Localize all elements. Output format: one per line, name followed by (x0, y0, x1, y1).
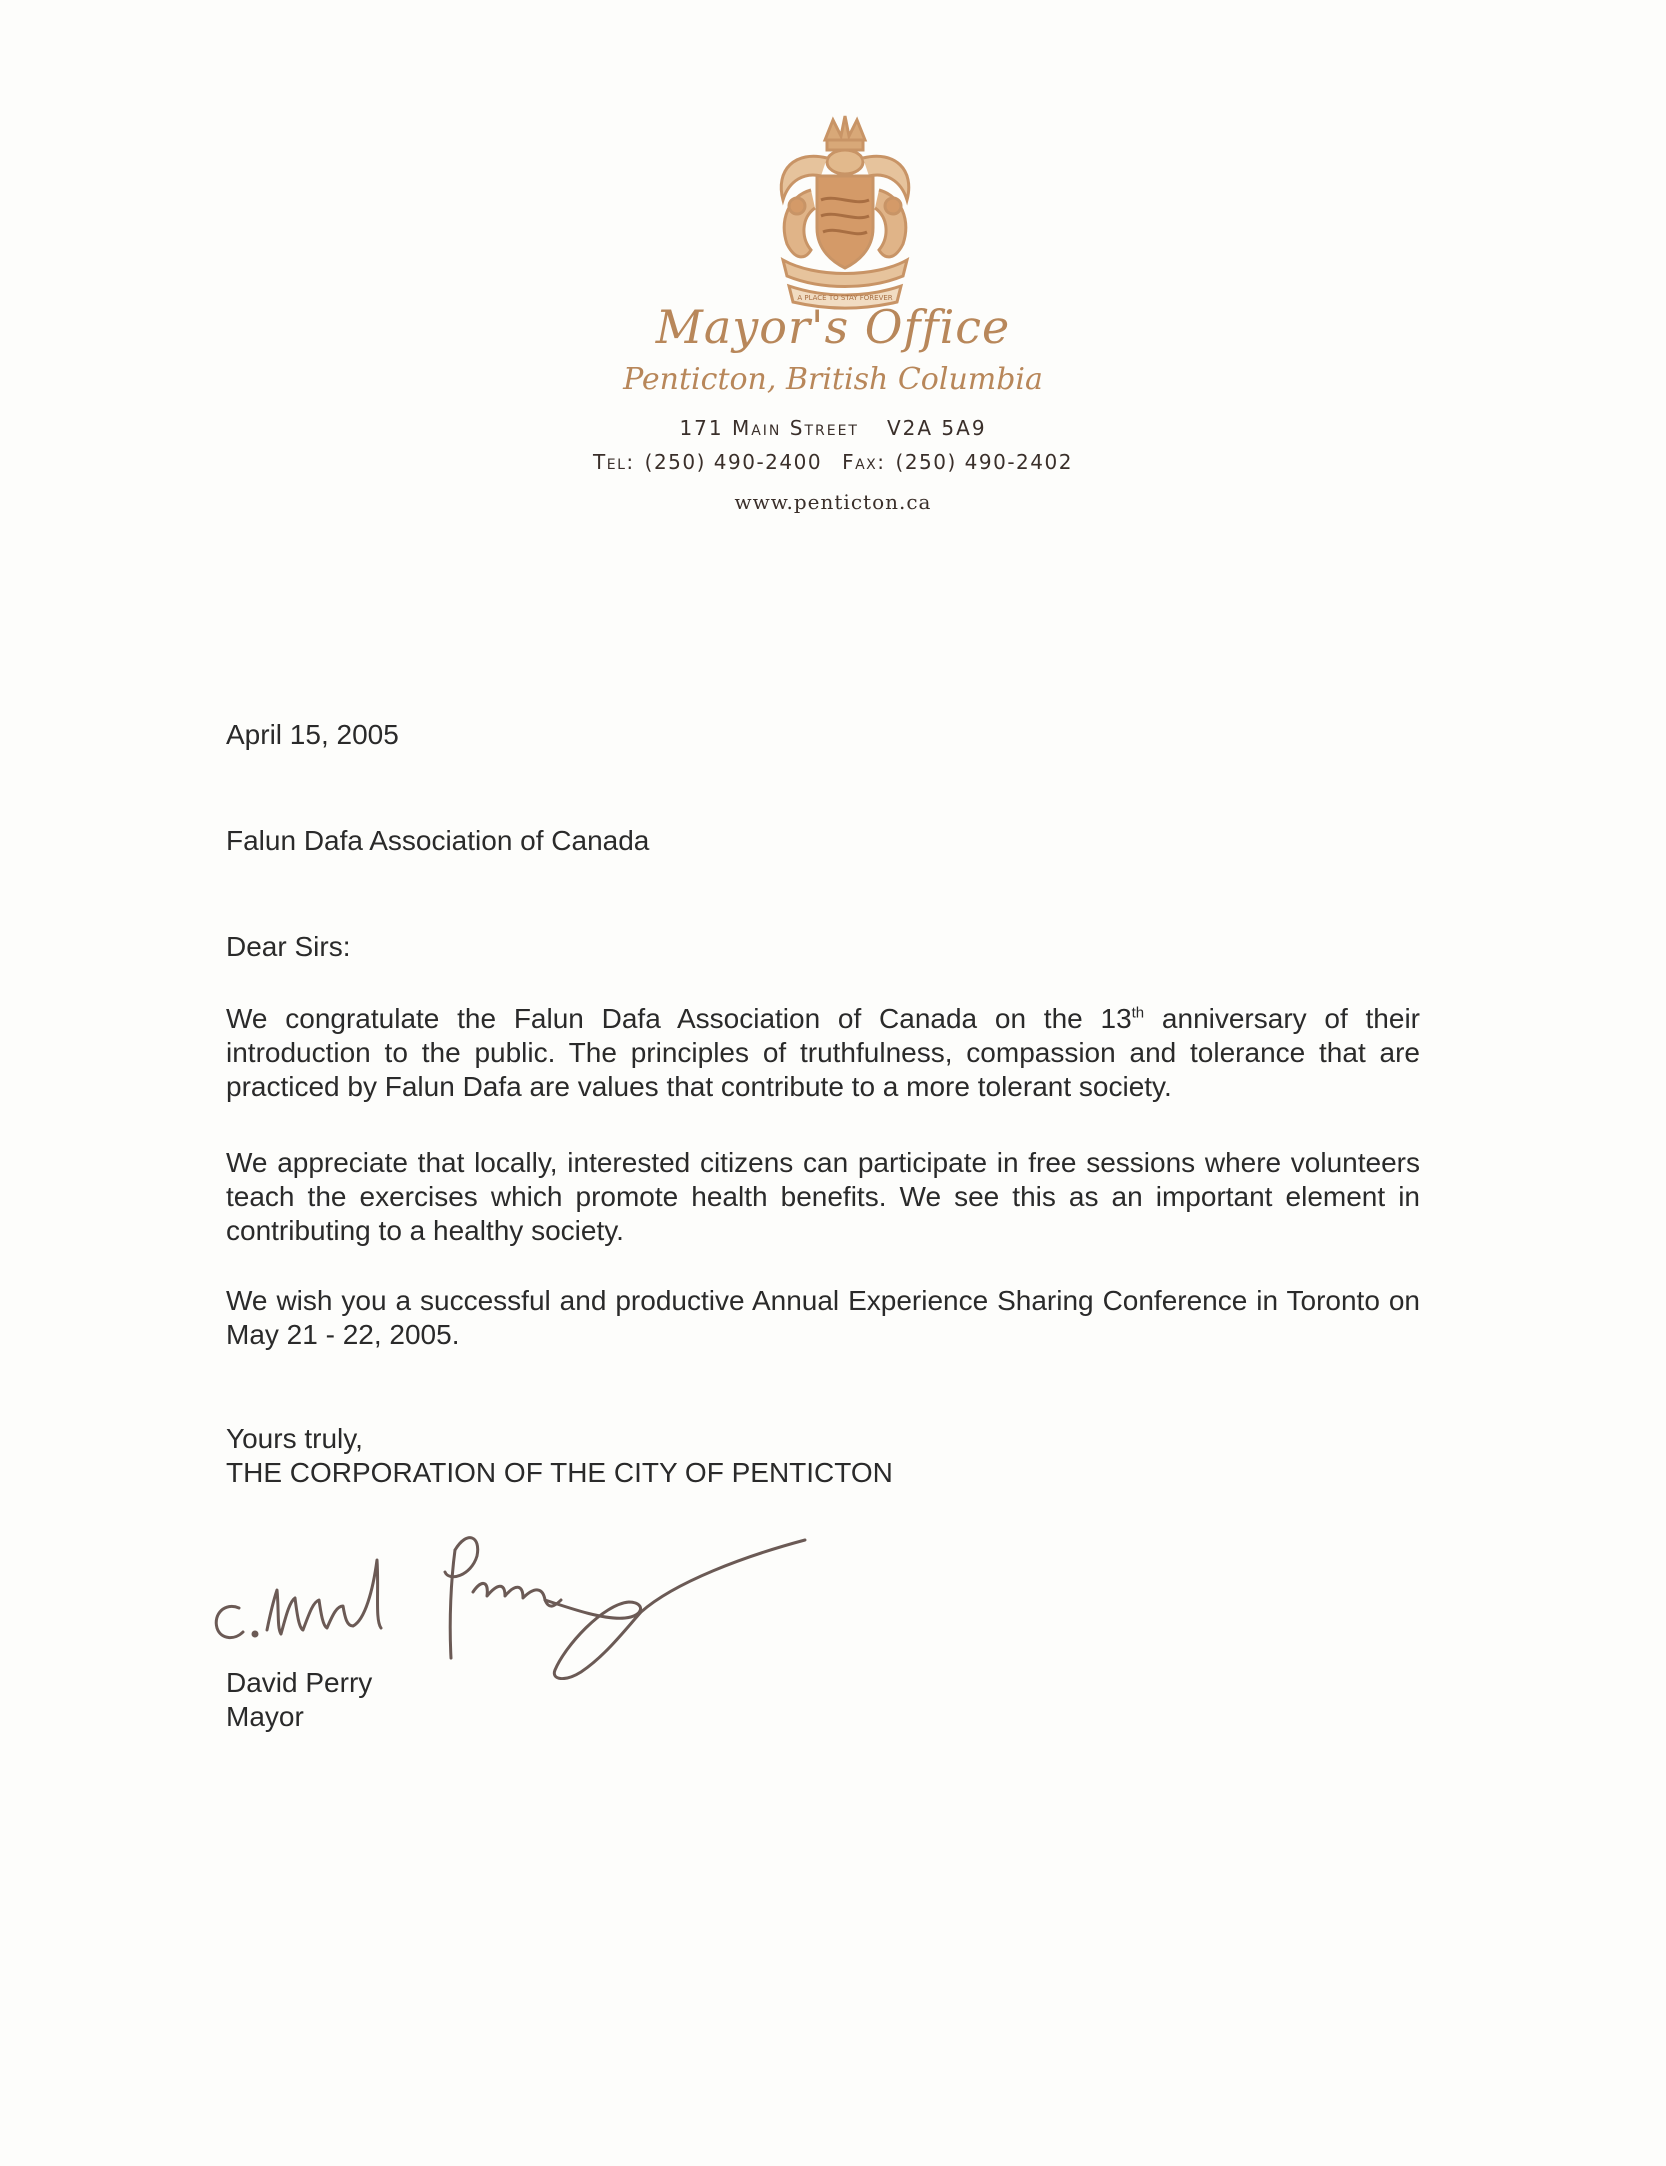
letter-closing: Yours truly, (226, 1423, 363, 1454)
signature-image (205, 1510, 825, 1680)
letterhead-city: Penticton, British Columbia (623, 362, 1043, 397)
letterhead-postal-code: V2A 5A9 (886, 416, 987, 440)
letter-paragraph-3: We wish you a successful and productive Annual Experience Sharing Conference in Toronto on May 21 - 22, 2005. (226, 1285, 1420, 1350)
letter-recipient: Falun Dafa Association of Canada (226, 825, 650, 856)
fax-label: Fax: (842, 450, 886, 474)
paragraph-1-start: We congratulate the Falun Dafa Association of Canada on the 13 (226, 1003, 1132, 1034)
letterhead-address (0, 416, 1666, 440)
letterhead-office: Mayor's Office (655, 300, 1011, 354)
letterhead-website: www.penticton.ca (734, 490, 932, 514)
letter-paragraph-2: We appreciate that locally, interested citizens can participate in free sessions where volunteers teach the exercises which promote health benefits. We see this as an important element in contributing to a healthy society. (226, 1147, 1420, 1246)
letterhead-street: 171 Main Street (679, 416, 859, 440)
city-coat-of-arms-icon (745, 110, 945, 310)
letter-organization: THE CORPORATION OF THE CITY OF PENTICTON (226, 1457, 893, 1488)
signatory-title: Mayor (226, 1701, 304, 1732)
paragraph-1-rest: anniversary of their introduction to the public. The principles of truthfulness, compassion and tolerance that are practiced by Falun Dafa are values that contribute to a more tolerant society. (226, 1003, 1420, 1102)
signatory-name: David Perry (226, 1667, 373, 1698)
ordinal-suffix: th (1131, 1004, 1145, 1022)
letter-paragraph-1 (226, 1002, 1420, 1104)
letterhead-phones (0, 450, 1666, 474)
fax-number: (250) 490-2402 (895, 450, 1073, 474)
tel-label: Tel: (593, 450, 635, 474)
svg-text:A PLACE TO STAY FOREVER: A PLACE TO STAY FOREVER (797, 294, 893, 302)
letter-salutation: Dear Sirs: (226, 931, 351, 962)
tel-number: (250) 490-2400 (644, 450, 823, 474)
letter-date: April 15, 2005 (226, 719, 399, 750)
